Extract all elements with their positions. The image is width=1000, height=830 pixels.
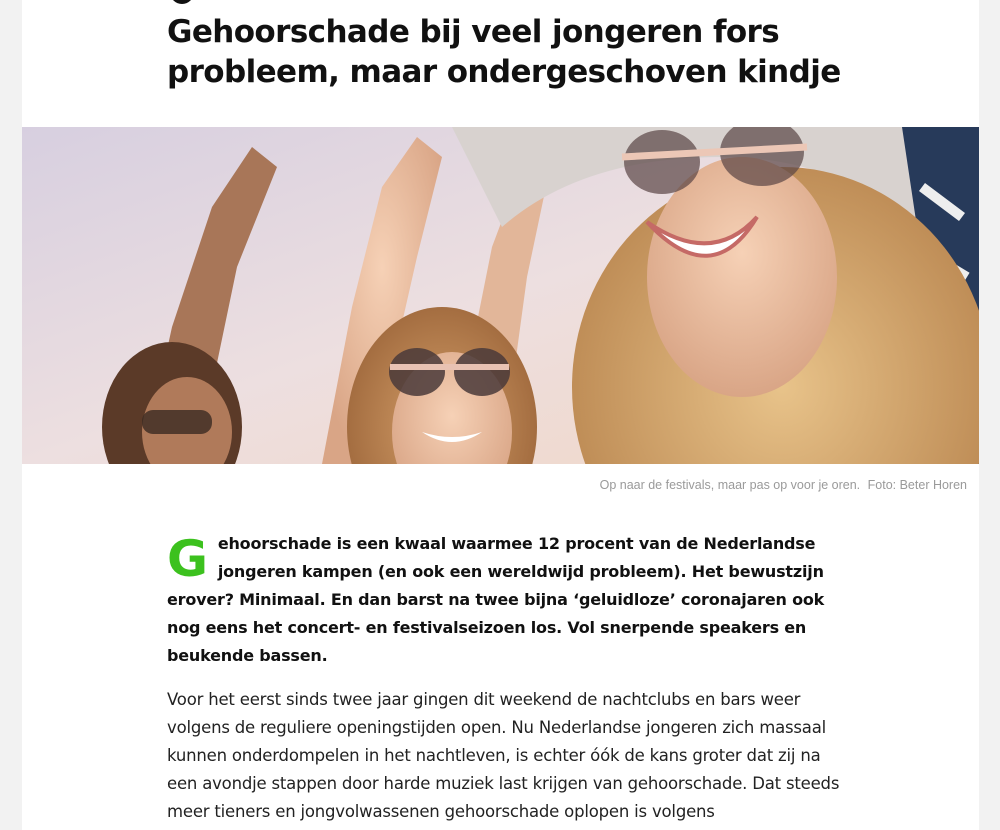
author-avatar bbox=[170, 0, 194, 4]
article-body: Voor het eerst sinds twee jaar gingen dit weekend de nachtclubs en bars weer volgens de reguliere openingstijden open. Nu Nederlandse jongeren zich massaal kunnen onderdompelen in het nachtleven, is echter óók de kans groter dat zij na een avondje stappen door harde muziek last krijgen van gehoorschade. Dat steeds meer tieners en jongvolwassenen gehoorschade oplopen is volgens bbox=[167, 690, 840, 821]
caption-text: Op naar de festivals, maar pas op voor je oren. bbox=[599, 478, 861, 492]
image-caption bbox=[596, 478, 967, 492]
photo-credit: Foto: Beter Horen bbox=[867, 478, 967, 492]
hero-image bbox=[22, 127, 979, 464]
article-lead bbox=[167, 530, 837, 670]
dropcap: G bbox=[167, 530, 208, 588]
article-page bbox=[22, 0, 979, 830]
lead-text: ehoorschade is een kwaal waarmee 12 procent van de Nederlandse jongeren kampen (en ook een wereldwijd probleem). Het bewustzijn erover? Minimaal. En dan barst na twee bijna ‘geluidloze’ coronajaren ook nog eens het concert- en festivalseizoen los. Vol snerpende speakers en beukende bassen. bbox=[167, 534, 825, 665]
article-title: Gehoorschade bij veel jongeren fors probleem, maar ondergeschoven kindje bbox=[167, 14, 841, 90]
